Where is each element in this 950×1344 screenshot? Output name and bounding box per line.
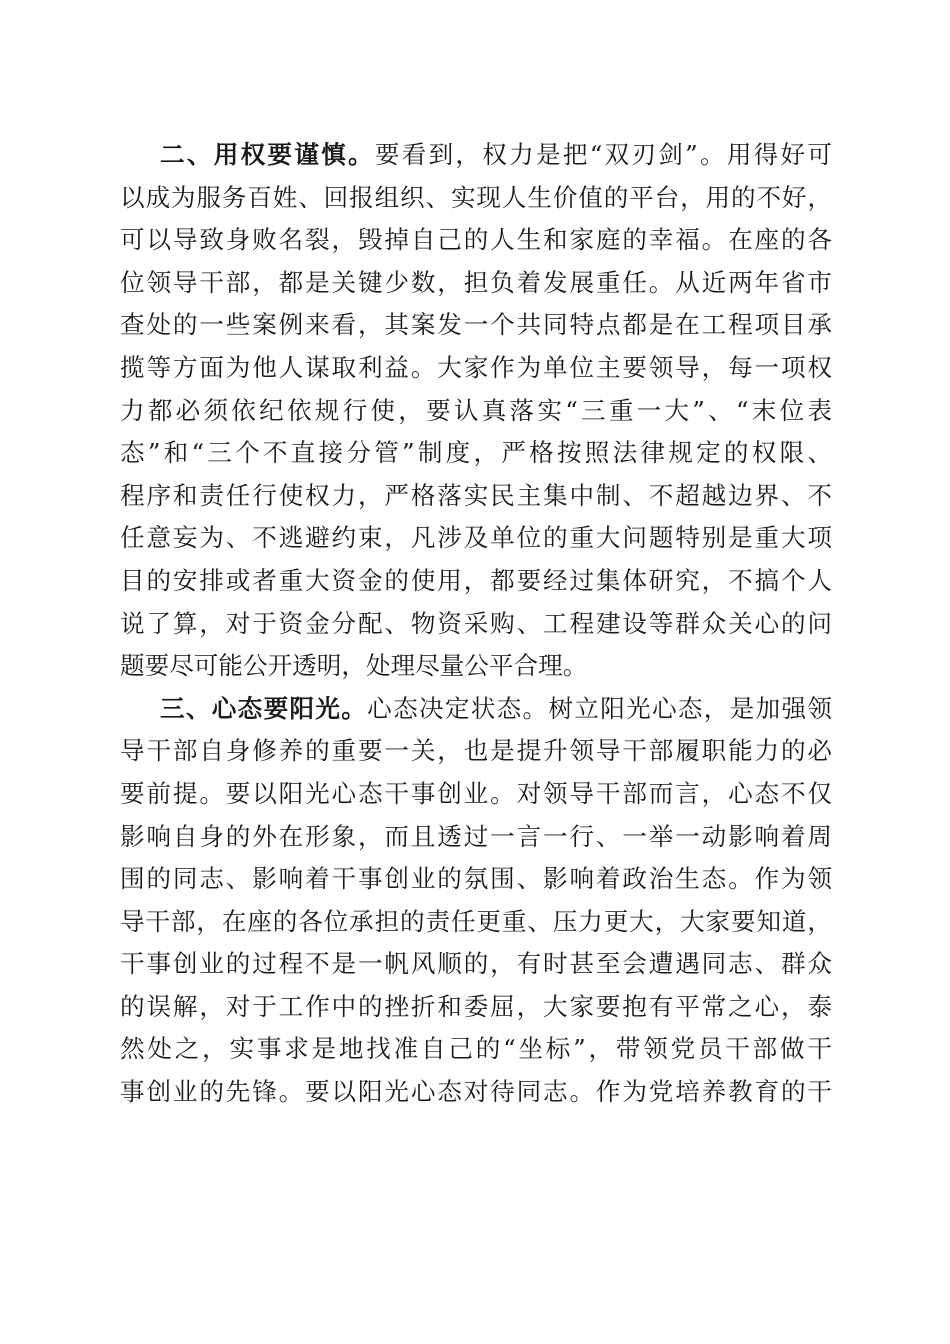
paragraph-2-line: 查处的一些案例来看，其案发一个共同特点都是在工程项目承: [120, 310, 832, 340]
paragraph-3-line: 的误解，对于工作中的挫折和委屈，大家要抱有平常之心，泰: [120, 991, 832, 1021]
paragraph-2-line: 程序和责任行使权力，严格落实民主集中制、不超越边界、不: [120, 480, 832, 510]
paragraph-3-line: 导干部，在座的各位承担的责任更重、压力更大，大家要知道，: [120, 906, 832, 936]
paragraph-2-line: 位领导干部，都是关键少数，担负着发展重任。从近两年省市: [120, 267, 832, 297]
paragraph-2-text: 要看到，权力是把“双刃剑”。用得好可: [374, 140, 832, 169]
paragraph-2-heading: 二、用权要谨慎。: [160, 140, 375, 169]
paragraph-2-line: 态”和“三个不直接分管”制度，严格按照法律规定的权限、: [120, 438, 832, 468]
paragraph-2-line: 目的安排或者重大资金的使用，都要经过集体研究，不搞个人: [120, 565, 832, 595]
paragraph-3-line: 要前提。要以阳光心态干事创业。对领导干部而言，心态不仅: [120, 778, 832, 808]
paragraph-2-line: 可以导致身败名裂，毁掉自己的人生和家庭的幸福。在座的各: [120, 225, 832, 255]
paragraph-3-line-1: [120, 688, 832, 731]
paragraph-2-line: 以成为服务百姓、回报组织、实现人生价值的平台，用的不好，: [120, 182, 832, 212]
paragraph-3-line: 导干部自身修养的重要一关，也是提升领导干部履职能力的必: [120, 736, 832, 766]
paragraph-2-line: 说了算，对于资金分配、物资采购、工程建设等群众关心的问: [120, 608, 832, 638]
paragraph-2-line: 揽等方面为他人谋取利益。大家作为单位主要领导，每一项权: [120, 352, 832, 382]
paragraph-2-line-1: [120, 134, 832, 177]
paragraph-3-heading: 三、心态要阳光。: [160, 693, 368, 723]
paragraph-3-line: 围的同志、影响着干事创业的氛围、影响着政治生态。作为领: [120, 864, 832, 894]
paragraph-3-line: 然处之，实事求是地找准自己的“坐标”，带领党员干部做干: [120, 1034, 832, 1064]
paragraph-2-line: 力都必须依纪依规行使，要认真落实“三重一大”、“末位表: [120, 395, 832, 425]
paragraph-2-line: 任意妄为、不逃避约束，凡涉及单位的重大问题特别是重大项: [120, 523, 832, 553]
paragraph-3-line: 干事创业的过程不是一帆风顺的，有时甚至会遭遇同志、群众: [120, 949, 832, 979]
paragraph-3-line: 事创业的先锋。要以阳光心态对待同志。作为党培养教育的干: [120, 1077, 832, 1107]
paragraph-2-line: 题要尽可能公开透明，处理尽量公平合理。: [120, 651, 588, 681]
paragraph-3-line: 影响自身的外在形象，而且透过一言一行、一举一动影响着周: [120, 821, 832, 851]
paragraph-3-text: 心态决定状态。树立阳光心态，是加强领: [367, 693, 832, 723]
document-body: [120, 134, 832, 1114]
